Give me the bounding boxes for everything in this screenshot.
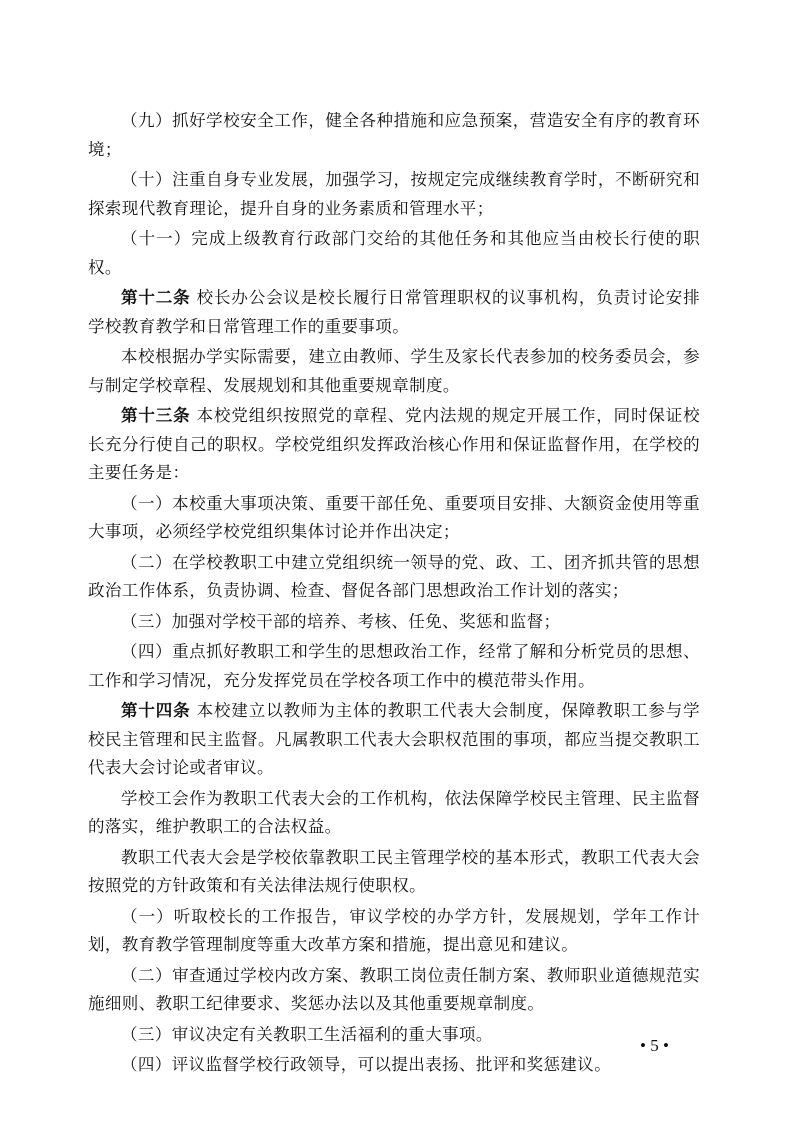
paragraph-party-1: （一）本校重大事项决策、重要干部任免、重要项目安排、大额资金使用等重大事项，必须经学校党组织集体讨论并作出决定； bbox=[88, 493, 700, 541]
paragraph-party-4: （四）重点抓好教职工和学生的思想政治工作，经常了解和分析党员的思想、工作和学习情况，充分发挥党员在学校各项工作中的模范带头作用。 bbox=[88, 642, 700, 690]
article-13-heading: 第十三条 bbox=[121, 406, 191, 425]
article-14-heading: 第十四条 bbox=[121, 701, 191, 720]
paragraph-congress-3: （三）审议决定有关教职工生活福利的重大事项。 bbox=[121, 1024, 493, 1044]
paragraph-congress-4: （四）评议监督学校行政领导，可以提出表扬、批评和奖惩建议。 bbox=[121, 1055, 612, 1074]
paragraph-staff-congress: 教职工代表大会是学校依靠教职工民主管理学校的基本形式，教职工代表大会按照党的方针政策和有关法律法规行使职权。 bbox=[88, 847, 700, 895]
paragraph-union: 学校工会作为教职工代表大会的工作机构，依法保障学校民主管理、民主监督的落实，维护教职工的合法权益。 bbox=[88, 788, 700, 836]
article-13: 第十三条 本校党组织按照党的章程、党内法规的规定开展工作，同时保证校长充分行使自己的职权。学校党组织发挥政治核心作用和保证监督作用，在学校的主要任务是： bbox=[88, 406, 700, 482]
paragraph-9: （九）抓好学校安全工作，健全各种措施和应急预案，营造安全有序的教育环境； bbox=[88, 111, 700, 159]
article-12: 第十二条 校长办公会议是校长履行日常管理职权的议事机构，负责讨论安排学校教育教学和日常管理工作的重要事项。 bbox=[88, 288, 700, 336]
paragraph-10: （十）注重自身专业发展，加强学习，按规定完成继续教育学时，不断研究和探索现代教育理论，提升自身的业务素质和管理水平； bbox=[88, 170, 700, 218]
paragraph-party-2: （二）在学校教职工中建立党组织统一领导的党、政、工、团齐抓共管的思想政治工作体系，负责协调、检查、督促各部门思想政治工作计划的落实； bbox=[88, 552, 700, 600]
paragraph-congress-2: （二）审查通过学校内改方案、教职工岗位责任制方案、教师职业道德规范实施细则、教职工纪律要求、奖惩办法以及其他重要规章制度。 bbox=[88, 965, 700, 1013]
paragraph-11: （十一）完成上级教育行政部门交给的其他任务和其他应当由校长行使的职权。 bbox=[88, 229, 700, 277]
paragraph-school-affairs-committee: 本校根据办学实际需要，建立由教师、学生及家长代表参加的校务委员会，参与制定学校章程、发展规划和其他重要规章制度。 bbox=[88, 347, 700, 395]
article-14: 第十四条 本校建立以教师为主体的教职工代表大会制度，保障教职工参与学校民主管理和民主监督。凡属教职工代表大会职权范围的事项，都应当提交教职工代表大会讨论或者审议。 bbox=[88, 701, 700, 777]
document-body bbox=[88, 107, 700, 1082]
article-12-heading: 第十二条 bbox=[121, 288, 191, 307]
paragraph-party-3: （三）加强对学校干部的培养、考核、任免、奖惩和监督； bbox=[121, 611, 561, 631]
page-number: • 5 • bbox=[640, 1036, 669, 1055]
paragraph-congress-1: （一）听取校长的工作报告，审议学校的办学方针，发展规划，学年工作计划，教育教学管理制度等重大改革方案和措施，提出意见和建议。 bbox=[88, 906, 700, 954]
